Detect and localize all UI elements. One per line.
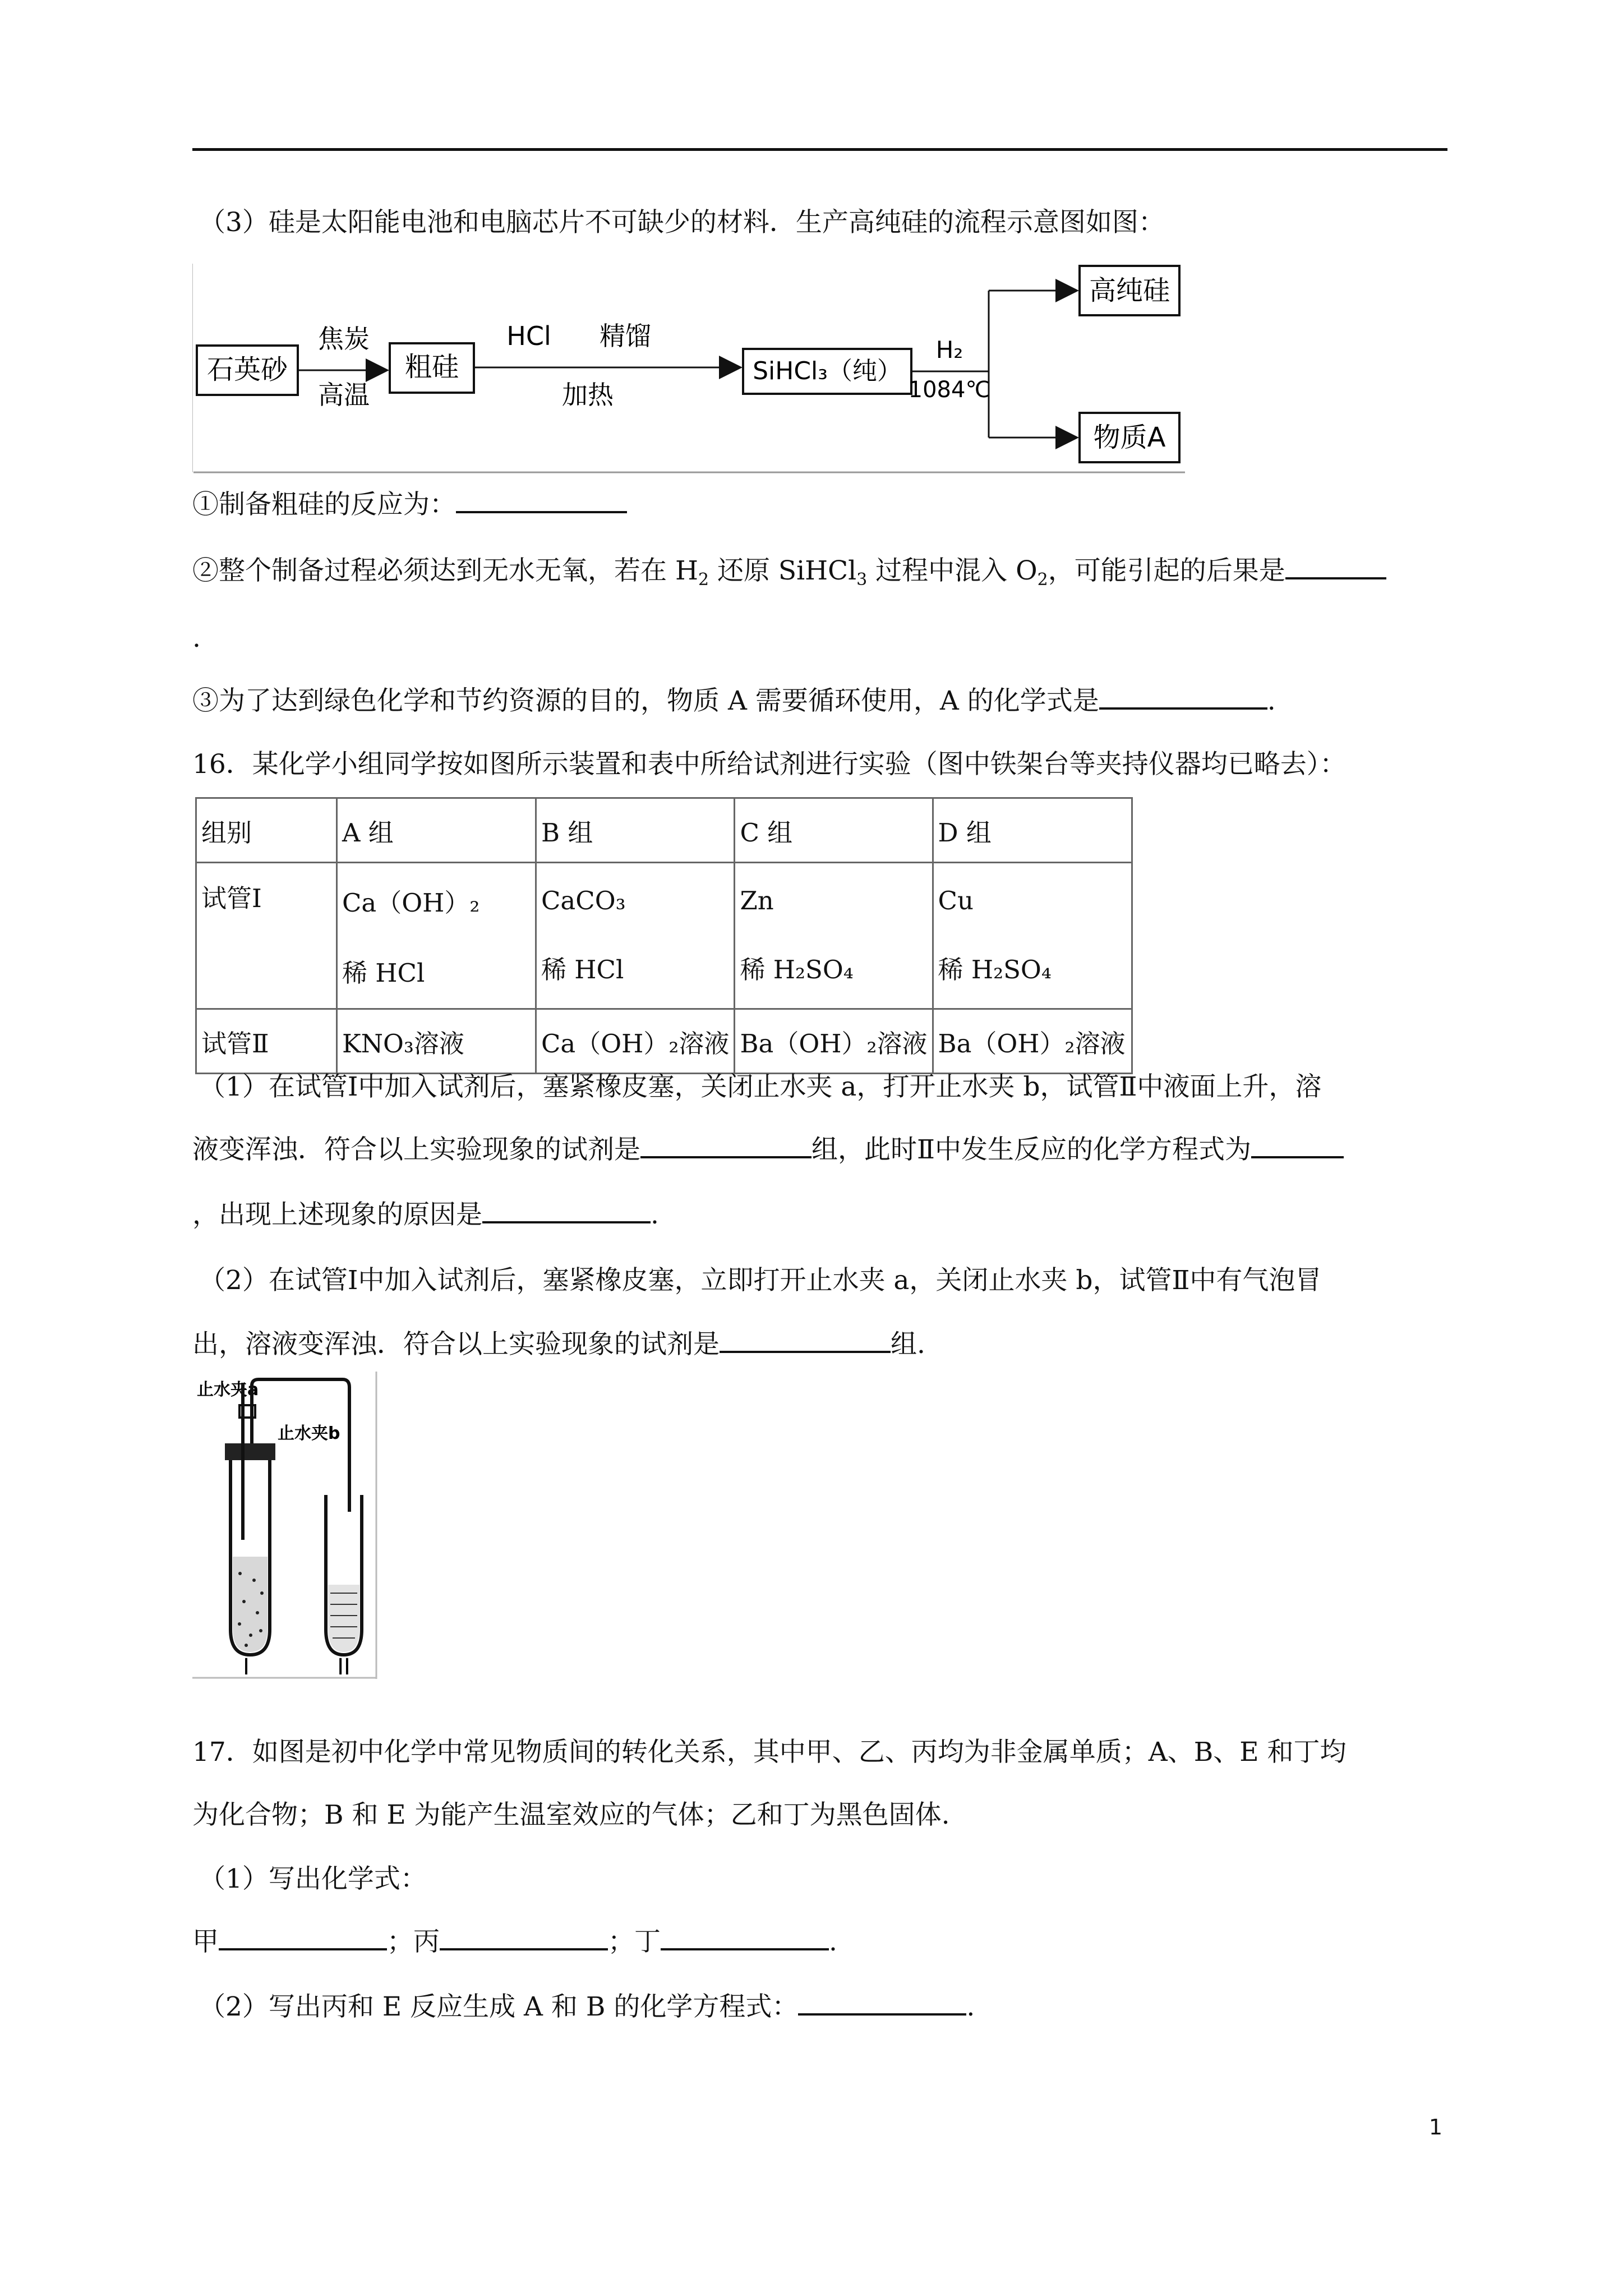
table-cell: Ca（OH）₂溶液 [536,1009,735,1074]
cell-line: Cu [938,886,974,915]
q15-intro: （3）硅是太阳能电池和电脑芯片不可缺少的材料．生产高纯硅的流程示意图如图： [199,207,1165,238]
table-cell: Ba（OH）₂溶液 [735,1009,933,1074]
stopper-1 [225,1443,275,1460]
silicon-flow-diagram [192,264,1191,477]
q15-s3-end: . [1267,685,1276,716]
q16-p1-l2b: 组，此时Ⅱ中发生反应的化学方程式为 [811,1134,1251,1165]
table-row [196,798,1132,863]
box-sihcl3-label: SiHCl₃（纯） [753,357,902,385]
header-rule [192,148,1447,151]
q16-p2-l2a: 出，溶液变浑浊．符合以上实验现象的试剂是 [192,1329,720,1360]
q17-p2 [199,1990,975,2024]
arrow1-bottom: 高温 [318,380,370,410]
q15-s2 [192,554,1386,588]
table-header-cell: C 组 [735,798,933,863]
cell-line: 稀 H₂SO₄ [938,955,1052,984]
q16-p1-line3 [192,1198,659,1232]
cell-line: 稀 HCl [342,958,425,988]
q17-line1: 17．如图是初中化学中常见物质间的转化关系，其中甲、乙、丙均为非金属单质；A、B、E 和丁均 [192,1737,1347,1768]
tube-2-label: II [337,1654,351,1680]
q17-p1-end: . [829,1926,837,1957]
answer-blank[interactable] [482,1199,651,1223]
arrow2-bottom: 加热 [562,380,614,410]
q16-p1-line2 [192,1133,1344,1167]
table-header-cell: D 组 [933,798,1132,863]
arrow3-bottom: 1084℃ [908,377,991,403]
answer-blank[interactable] [640,1134,811,1158]
table-row [196,1009,1132,1074]
q17-bing-label: ；丙 [387,1926,440,1957]
q15-s2-sub1: 2 [698,570,709,590]
table-cell: 试管Ⅱ [196,1009,337,1074]
table-cell [337,863,536,1009]
q17-ding-label: ；丁 [608,1926,661,1957]
table-cell [735,863,933,1009]
reagent-table [195,797,1133,1074]
table-cell: 试管Ⅰ [196,863,337,1009]
q16-p2-line1: （2）在试管Ⅰ中加入试剂后，塞紧橡皮塞，立即打开止水夹 a，关闭止水夹 b，试管Ⅱ中有气泡冒 [199,1265,1322,1296]
test-tube-apparatus [192,1372,377,1680]
q15-s2-a: ②整个制备过程必须达到无水无氧，若在 H [192,555,698,586]
liquid-1 [233,1557,268,1652]
table-cell: Ba（OH）₂溶液 [933,1009,1132,1074]
q17-jia-label: 甲 [192,1926,219,1957]
table-header-cell: A 组 [337,798,536,863]
q17-line2: 为化合物；B 和 E 为能产生温室效应的气体；乙和丁为黑色固体. [192,1800,950,1830]
page-number: 1 [1428,2115,1442,2139]
q15-s2-c: 过程中混入 O [867,555,1038,586]
box-substance-a-label: 物质A [1093,422,1166,453]
q16-p1-line1: （1）在试管Ⅰ中加入试剂后，塞紧橡皮塞，关闭止水夹 a，打开止水夹 b，试管Ⅱ中液面上升，溶 [199,1071,1322,1102]
q16-p2-l2b: 组. [891,1329,925,1360]
table-row [196,863,1132,1009]
answer-blank[interactable] [456,489,627,513]
q17-p2-text: （2）写出丙和 E 反应生成 A 和 B 的化学方程式： [199,1991,799,2022]
box-crude-label: 粗硅 [404,351,459,383]
answer-blank[interactable] [1285,555,1386,579]
table-header-cell: 组别 [196,798,337,863]
table-cell [536,863,735,1009]
cell-line: 稀 H₂SO₄ [740,955,854,984]
q16-title: 16．某化学小组同学按如图所示装置和表中所给试剂进行实验（图中铁架台等夹持仪器均已略去）： [192,749,1347,780]
cell-line: Zn [740,886,774,915]
q17-p1: （1）写出化学式： [199,1864,427,1894]
tube-1-label: I [243,1654,250,1680]
q15-s3 [192,684,1276,718]
q15-s3-text: ③为了达到绿色化学和节约资源的目的，物质 A 需要循环使用，A 的化学式是 [192,685,1099,716]
cell-line: 稀 HCl [541,955,624,984]
q15-s1 [192,488,627,522]
q16-p2-line2 [192,1328,925,1361]
q16-p1-l2a: 液变浑浊．符合以上实验现象的试剂是 [192,1134,640,1165]
q15-s2-sub2: 3 [856,570,868,590]
cell-line: Ca（OH）₂ [342,888,480,918]
q15-s2-end: . [192,623,201,654]
q16-p1-l3b: . [651,1199,659,1230]
box-quartz-label: 石英砂 [206,354,288,385]
arrow2-top-a: HCl [506,321,551,351]
answer-blank[interactable] [798,1991,966,2016]
arrow3-top: H₂ [935,336,963,364]
q16-p1-l3a: ，出现上述现象的原因是 [192,1199,482,1230]
clamp-b-label: 止水夹b [278,1424,340,1443]
q17-p1-answers [192,1925,837,1959]
table-cell [933,863,1132,1009]
answer-blank[interactable] [661,1926,829,1950]
answer-blank[interactable] [1099,685,1267,710]
q17-p2-end: . [966,1991,975,2022]
q15-s2-sub3: 2 [1037,570,1048,590]
answer-blank[interactable] [720,1328,891,1353]
q15-s2-d: ，可能引起的后果是 [1048,555,1285,586]
arrow1-top: 焦炭 [318,324,370,354]
answer-blank[interactable] [219,1926,387,1950]
clamp-a-label: 止水夹a [197,1380,259,1400]
table-header-cell: B 组 [536,798,735,863]
q15-s2-b: 还原 SiHCl [709,555,857,586]
answer-blank[interactable] [440,1926,608,1950]
answer-blank[interactable] [1251,1134,1344,1158]
q15-s1-text: ①制备粗硅的反应为： [192,489,456,520]
arrow2-top-b: 精馏 [600,321,651,351]
cell-line: CaCO₃ [541,886,626,915]
table-cell: KNO₃溶液 [337,1009,536,1074]
box-pure-si-label: 高纯硅 [1089,275,1170,306]
liquid-2 [328,1585,359,1652]
